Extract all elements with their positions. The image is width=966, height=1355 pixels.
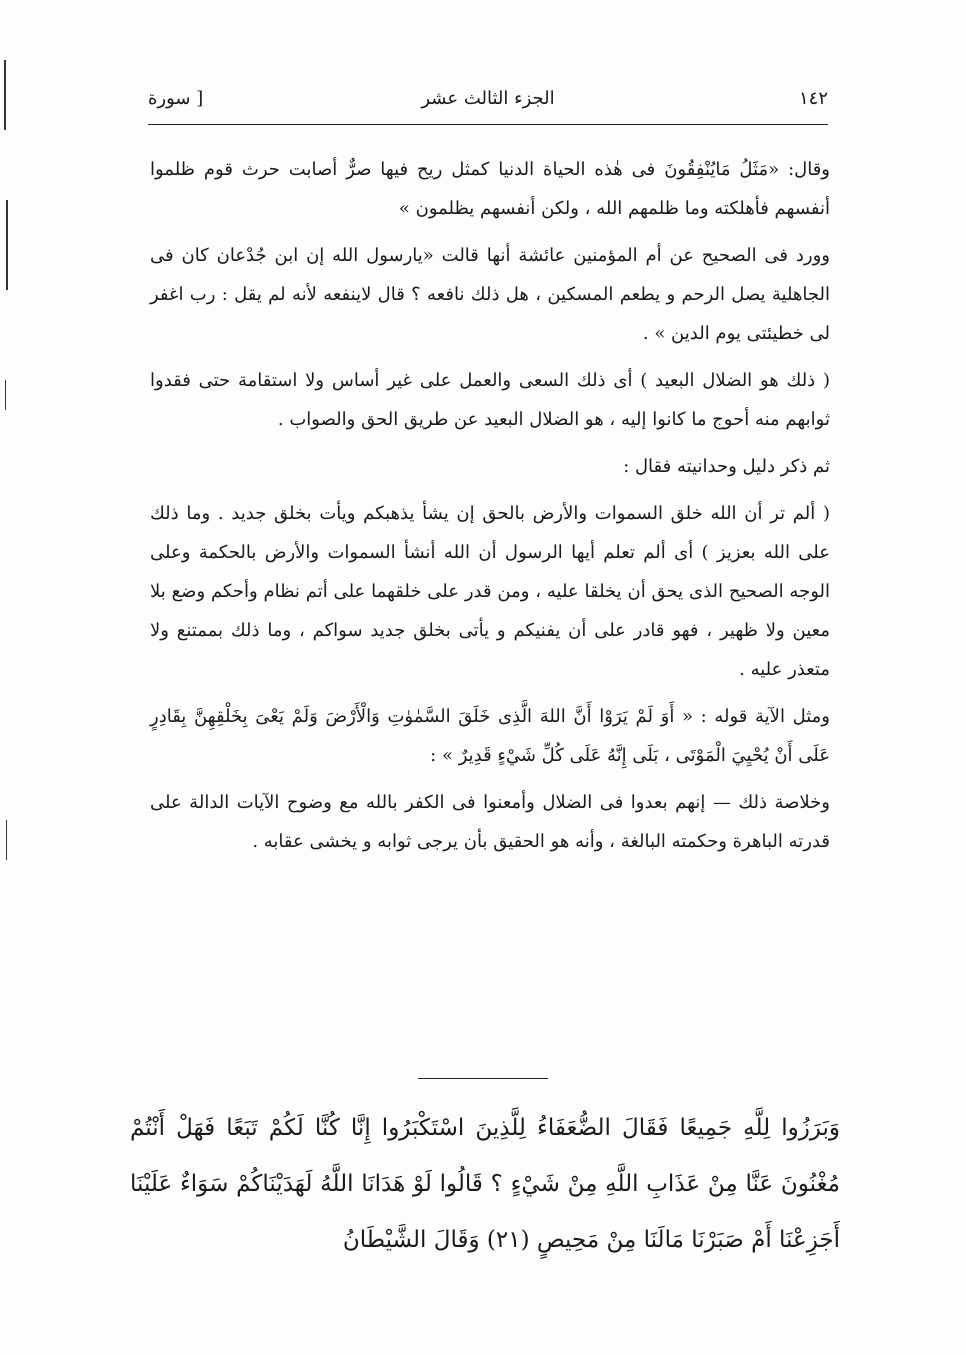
paragraph: ( ذلك هو الضلال البعيد ) أى ذلك السعى والعمل على غير أساس ولا استقامة حتى فقدوا ثوابهم منه أحوج ما كانوا إليه ، هو الضلال البعيد عن طريق الحق والصواب .: [150, 370, 830, 430]
paragraph: ثم ذكر دليل وحدانيته فقال :: [623, 456, 830, 477]
paragraph: وقال: «مَثَلُ مَايُنْفِقُونَ فى هٰذه الحياة الدنيا كمثل ريح فيها صرٌّ أصابت حرث قوم ظلموا أنفسهم فأهلكته وما ظلمهم الله ، ولكن أنفسهم يظلمون »: [150, 159, 830, 219]
paragraph: ( ألم تر أن الله خلق السموات والأرض بالحق إن يشأ يذهبكم ويأت بخلق جديد . وما ذلك على الله بعزيز ) أى ألم تعلم أيها الرسول أن الله أنشأ السموات والأرض بالحكمة وعلى الوجه الصحيح الذى يحق أن يخلقا عليه ، ومن قدر على خلقهما على أتم نظام وأحكم وضع بلا معين ولا ظهير ، فهو قادر على أن يفنيكم و يأتى بخلق جديد سواكم ، وما ذلك بممتنع ولا متعذر عليه .: [150, 503, 830, 680]
margin-mark: [4, 60, 6, 130]
header-rule: [148, 124, 828, 125]
quran-verse: وَبَرَزُوا لِلَّهِ جَمِيعًا فَقَالَ الضُّعَفَاءُ لِلَّذِينَ اسْتَكْبَرُوا إِنَّا كُنَّا لَكُمْ تَبَعًا فَهَلْ أَنْتُمْ مُغْنُونَ عَنَّا مِنْ عَذَابِ اللَّهِ مِنْ شَيْءٍ ؟ قَالُوا لَوْ هَدَانَا اللَّهُ لَهَدَيْنَاكُمْ سَوَاءٌ عَلَيْنَا أَجَزِعْنَا أَمْ صَبَرْنَا مَالَنَا مِنْ مَحِيصٍ (٢١) وَقَالَ الشَّيْطَانُ: [130, 1115, 840, 1253]
margin-mark: [6, 200, 8, 290]
margin-mark: [5, 380, 6, 410]
margin-mark: [6, 820, 7, 860]
paragraph: وورد فى الصحيح عن أم المؤمنين عائشة أنها قالت «يارسول الله إن ابن جُدْعان كان فى الجاهلية يصل الرحم و يطعم المسكين ، هل ذلك نافعه ؟ قال لاينفعه لأنه لم يقل : رب اغفر لى خطيئتى يوم الدين » .: [150, 245, 830, 344]
page-header: [148, 88, 828, 118]
paragraph: وخلاصة ذلك — إنهم بعدوا فى الضلال وأمعنوا فى الكفر بالله مع وضوح الآيات الدالة على قدرته الباهرة وحكمته البالغة ، وأنه هو الحقيق بأن يرجى ثوابه و يخشى عقابه .: [150, 792, 830, 852]
page-number: ١٤٢: [798, 88, 828, 109]
paragraph: ومثل الآية قوله : « أَوَ لَمْ يَرَوْا أَنَّ اللهَ الَّذِى خَلَقَ السَّمٰوٰتِ وَالْأَرْضَ وَلَمْ يَعْىَ بِخَلْقِهِنَّ بِقَادِرٍ عَلَى أَنْ يُحْيِيَ الْمَوْتَى ، بَلَى إِنَّهُ عَلَى كُلِّ شَيْءٍ قَدِيرٌ » :: [150, 706, 830, 766]
surah-label: [ سورة: [148, 88, 204, 109]
commentary-text: [150, 150, 830, 869]
section-separator: [418, 1078, 548, 1079]
part-title: الجزء الثالث عشر: [421, 88, 555, 109]
